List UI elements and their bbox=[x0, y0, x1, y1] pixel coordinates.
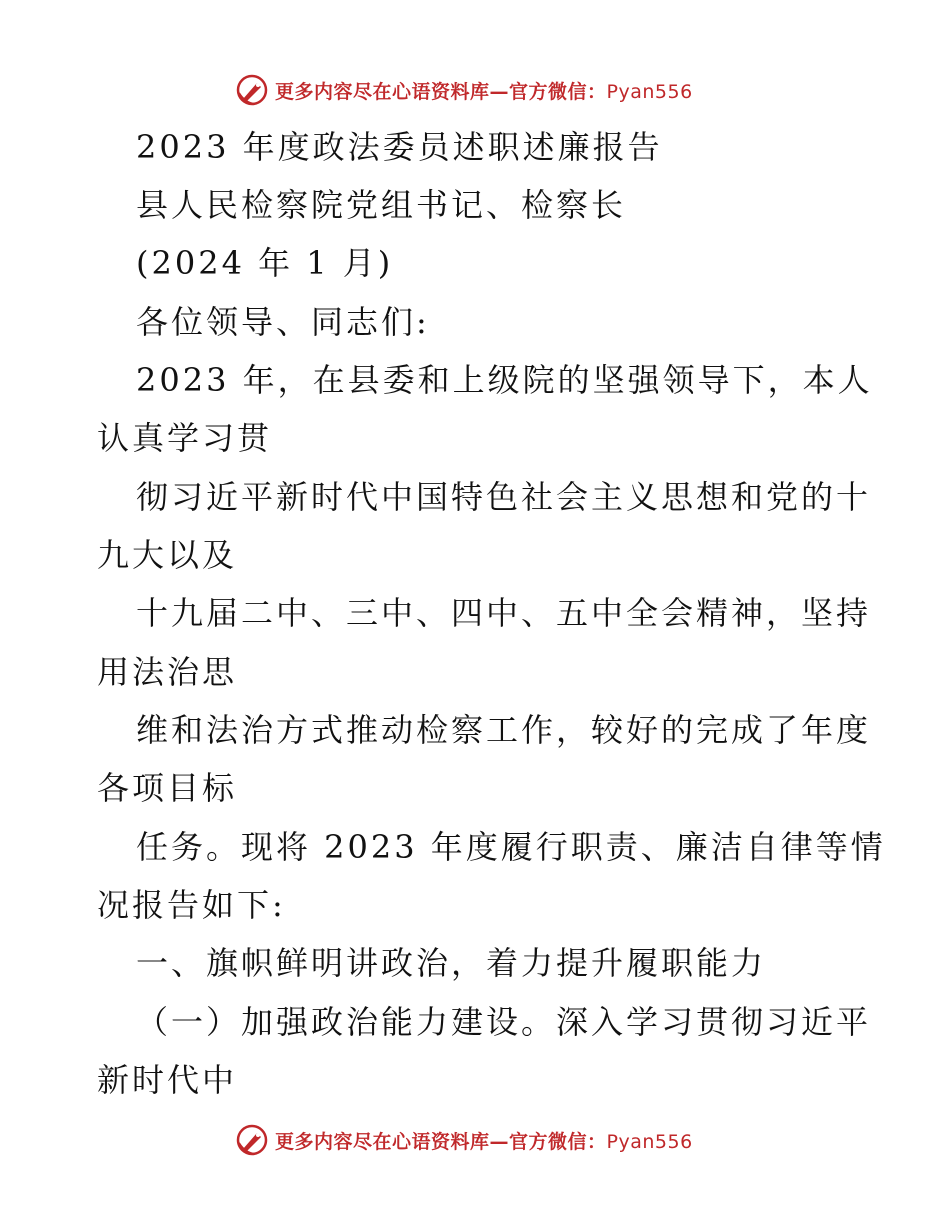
document-salutation: 各位领导、同志们: bbox=[136, 303, 430, 341]
paragraph-line: 新时代中 bbox=[97, 1061, 238, 1099]
pen-nib-seal-icon bbox=[235, 1123, 269, 1157]
document-author: 县人民检察院党组书记、检察长 bbox=[136, 186, 627, 224]
paragraph-line: 各项目标 bbox=[97, 769, 238, 807]
paragraph-line: 任务。现将 2023 年度履行职责、廉洁自律等情 bbox=[136, 828, 886, 866]
pen-nib-seal-icon bbox=[235, 73, 269, 107]
watermark-text: 更多内容尽在心语资料库—官方微信：Pyan556 bbox=[275, 80, 693, 103]
paragraph-line: 2023 年，在县委和上级院的坚强领导下，本人 bbox=[136, 361, 873, 399]
footer-watermark bbox=[235, 1123, 693, 1157]
paragraph-line: 彻习近平新时代中国特色社会主义思想和党的十 bbox=[136, 478, 872, 516]
paragraph-line: 维和法治方式推动检察工作，较好的完成了年度 bbox=[136, 711, 872, 749]
paragraph-line: 十九届二中、三中、四中、五中全会精神，坚持 bbox=[136, 594, 872, 632]
paragraph-line: （一）加强政治能力建设。深入学习贯彻习近平 bbox=[136, 1003, 872, 1041]
paragraph-line: 九大以及 bbox=[97, 536, 238, 574]
paragraph-line: 况报告如下: bbox=[97, 886, 286, 924]
paragraph-line: 用法治思 bbox=[97, 653, 238, 691]
header-watermark bbox=[235, 73, 693, 107]
document-date: (2024 年 1 月) bbox=[136, 244, 394, 282]
document-title: 2023 年度政法委员述职述廉报告 bbox=[136, 128, 663, 166]
watermark-text: 更多内容尽在心语资料库—官方微信：Pyan556 bbox=[275, 1130, 693, 1153]
paragraph-line: 认真学习贯 bbox=[97, 419, 273, 457]
section-heading: 一、旗帜鲜明讲政治，着力提升履职能力 bbox=[136, 944, 767, 982]
